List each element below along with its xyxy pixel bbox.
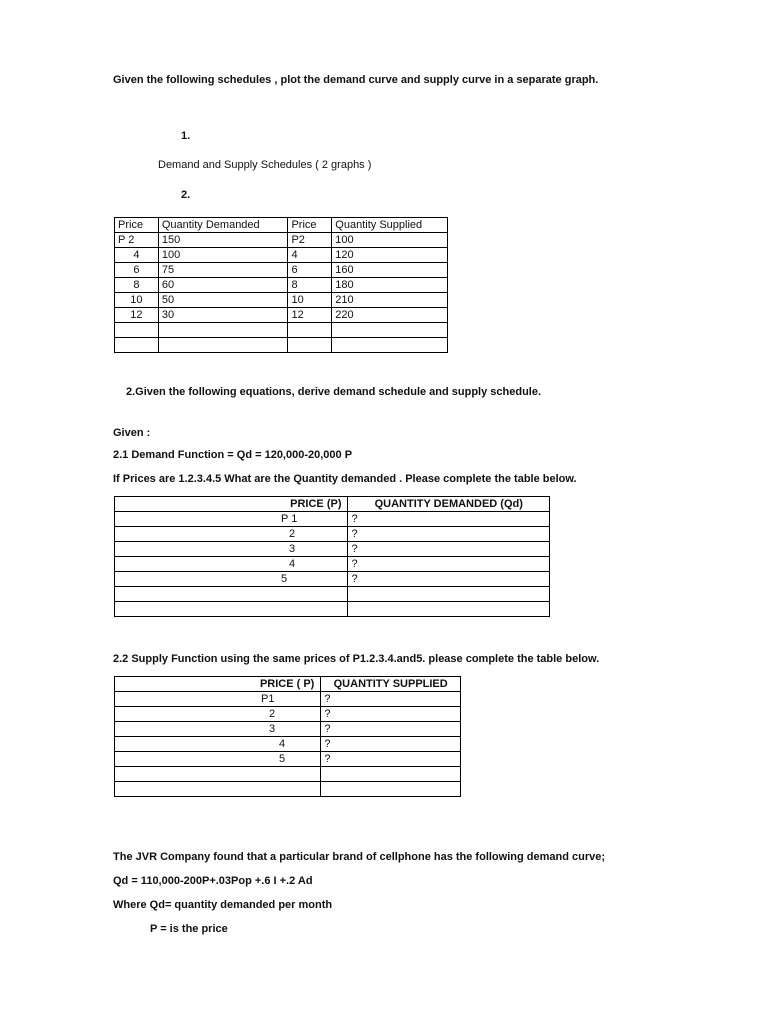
item-2-label: 2.: [181, 189, 191, 201]
table-cell: [288, 323, 332, 338]
header-price: PRICE ( P): [115, 677, 321, 692]
table-cell: 12: [288, 308, 332, 323]
table-cell: 5: [115, 572, 348, 587]
table-cell: [115, 767, 321, 782]
table-cell: [115, 338, 159, 353]
table-row: [115, 722, 461, 737]
table-row: [115, 587, 550, 602]
table-row: [115, 278, 448, 293]
given-label: Given :: [113, 427, 151, 439]
jvr-intro-text: The JVR Company found that a particular brand of cellphone has the following demand curve;: [113, 851, 605, 863]
table-cell: ?: [348, 572, 550, 587]
table-row: [115, 527, 550, 542]
table-cell: ?: [321, 737, 461, 752]
table-cell: [115, 782, 321, 797]
supply-table: [114, 676, 461, 797]
table-header-row: [115, 677, 461, 692]
table-cell: 3: [115, 722, 321, 737]
table-cell: 5: [115, 752, 321, 767]
table-row: [115, 263, 448, 278]
table-cell: 4: [115, 248, 159, 263]
table-cell: 120: [332, 248, 448, 263]
table-row: [115, 308, 448, 323]
table-header-row: [115, 218, 448, 233]
header-price: Price: [115, 218, 159, 233]
where-p-text: P = is the price: [150, 923, 228, 935]
table-cell: ?: [321, 722, 461, 737]
table-cell: 12: [115, 308, 159, 323]
table-row: [115, 323, 448, 338]
supply-function-text: 2.2 Supply Function using the same prices of P1.2.3.4.and5. please complete the table below.: [113, 653, 600, 665]
intro-text: Given the following schedules , plot the demand curve and supply curve in a separate graph.: [113, 74, 599, 86]
table-row: [115, 233, 448, 248]
table-row: [115, 293, 448, 308]
demand-question-text: If Prices are 1.2.3.4.5 What are the Quantity demanded . Please complete the table below.: [113, 473, 577, 485]
table-cell: [348, 602, 550, 617]
demand-table: [114, 496, 550, 617]
item-1-label: 1.: [181, 130, 191, 142]
question-2-heading: 2.Given the following equations, derive demand schedule and supply schedule.: [126, 386, 542, 398]
table-cell: 4: [288, 248, 332, 263]
table-cell: [158, 338, 288, 353]
table-cell: 8: [115, 278, 159, 293]
table-cell: 100: [158, 248, 288, 263]
jvr-equation-text: Qd = 110,000-200P+.03Pop +.6 I +.2 Ad: [113, 875, 313, 887]
table-row: [115, 737, 461, 752]
table-cell: [321, 767, 461, 782]
header-quantity-demanded: QUANTITY DEMANDED (Qd): [348, 497, 550, 512]
table-cell: 60: [158, 278, 288, 293]
table-cell: ?: [348, 527, 550, 542]
table-cell: [321, 782, 461, 797]
table-cell: 6: [288, 263, 332, 278]
table-cell: [115, 602, 348, 617]
table-row: [115, 707, 461, 722]
table-cell: 4: [115, 557, 348, 572]
table-cell: P 1: [115, 512, 348, 527]
table-cell: 30: [158, 308, 288, 323]
table-cell: P 2: [115, 233, 159, 248]
schedules-title: Demand and Supply Schedules ( 2 graphs ): [158, 159, 372, 171]
table-cell: 2: [115, 707, 321, 722]
table-cell: ?: [348, 557, 550, 572]
table-cell: P1: [115, 692, 321, 707]
table-cell: 210: [332, 293, 448, 308]
header-quantity-supplied: Quantity Supplied: [332, 218, 448, 233]
table-cell: 75: [158, 263, 288, 278]
schedule-table: [114, 217, 448, 353]
table-row: [115, 512, 550, 527]
where-qd-text: Where Qd= quantity demanded per month: [113, 899, 333, 911]
table-cell: ?: [321, 752, 461, 767]
table-header-row: [115, 497, 550, 512]
table-row: [115, 338, 448, 353]
table-cell: 50: [158, 293, 288, 308]
table-row: [115, 542, 550, 557]
table-cell: P2: [288, 233, 332, 248]
header-quantity-supplied: QUANTITY SUPPLIED: [321, 677, 461, 692]
table-cell: 100: [332, 233, 448, 248]
table-cell: [288, 338, 332, 353]
table-cell: 2: [115, 527, 348, 542]
table-cell: [348, 587, 550, 602]
table-cell: [332, 338, 448, 353]
table-cell: 150: [158, 233, 288, 248]
header-price: Price: [288, 218, 332, 233]
table-cell: 160: [332, 263, 448, 278]
table-row: [115, 782, 461, 797]
demand-function-text: 2.1 Demand Function = Qd = 120,000-20,000 P: [113, 449, 353, 461]
table-cell: 220: [332, 308, 448, 323]
table-cell: ?: [321, 692, 461, 707]
table-row: [115, 767, 461, 782]
table-cell: 3: [115, 542, 348, 557]
table-cell: ?: [348, 542, 550, 557]
table-cell: [115, 323, 159, 338]
header-quantity-demanded: Quantity Demanded: [158, 218, 288, 233]
table-cell: 10: [115, 293, 159, 308]
table-cell: ?: [348, 512, 550, 527]
table-cell: [158, 323, 288, 338]
table-cell: 8: [288, 278, 332, 293]
table-row: [115, 557, 550, 572]
table-row: [115, 752, 461, 767]
table-cell: 180: [332, 278, 448, 293]
table-cell: 10: [288, 293, 332, 308]
table-cell: 6: [115, 263, 159, 278]
table-row: [115, 248, 448, 263]
table-row: [115, 692, 461, 707]
table-row: [115, 572, 550, 587]
header-price: PRICE (P): [115, 497, 348, 512]
table-cell: 4: [115, 737, 321, 752]
table-cell: ?: [321, 707, 461, 722]
table-cell: [332, 323, 448, 338]
table-cell: [115, 587, 348, 602]
table-row: [115, 602, 550, 617]
